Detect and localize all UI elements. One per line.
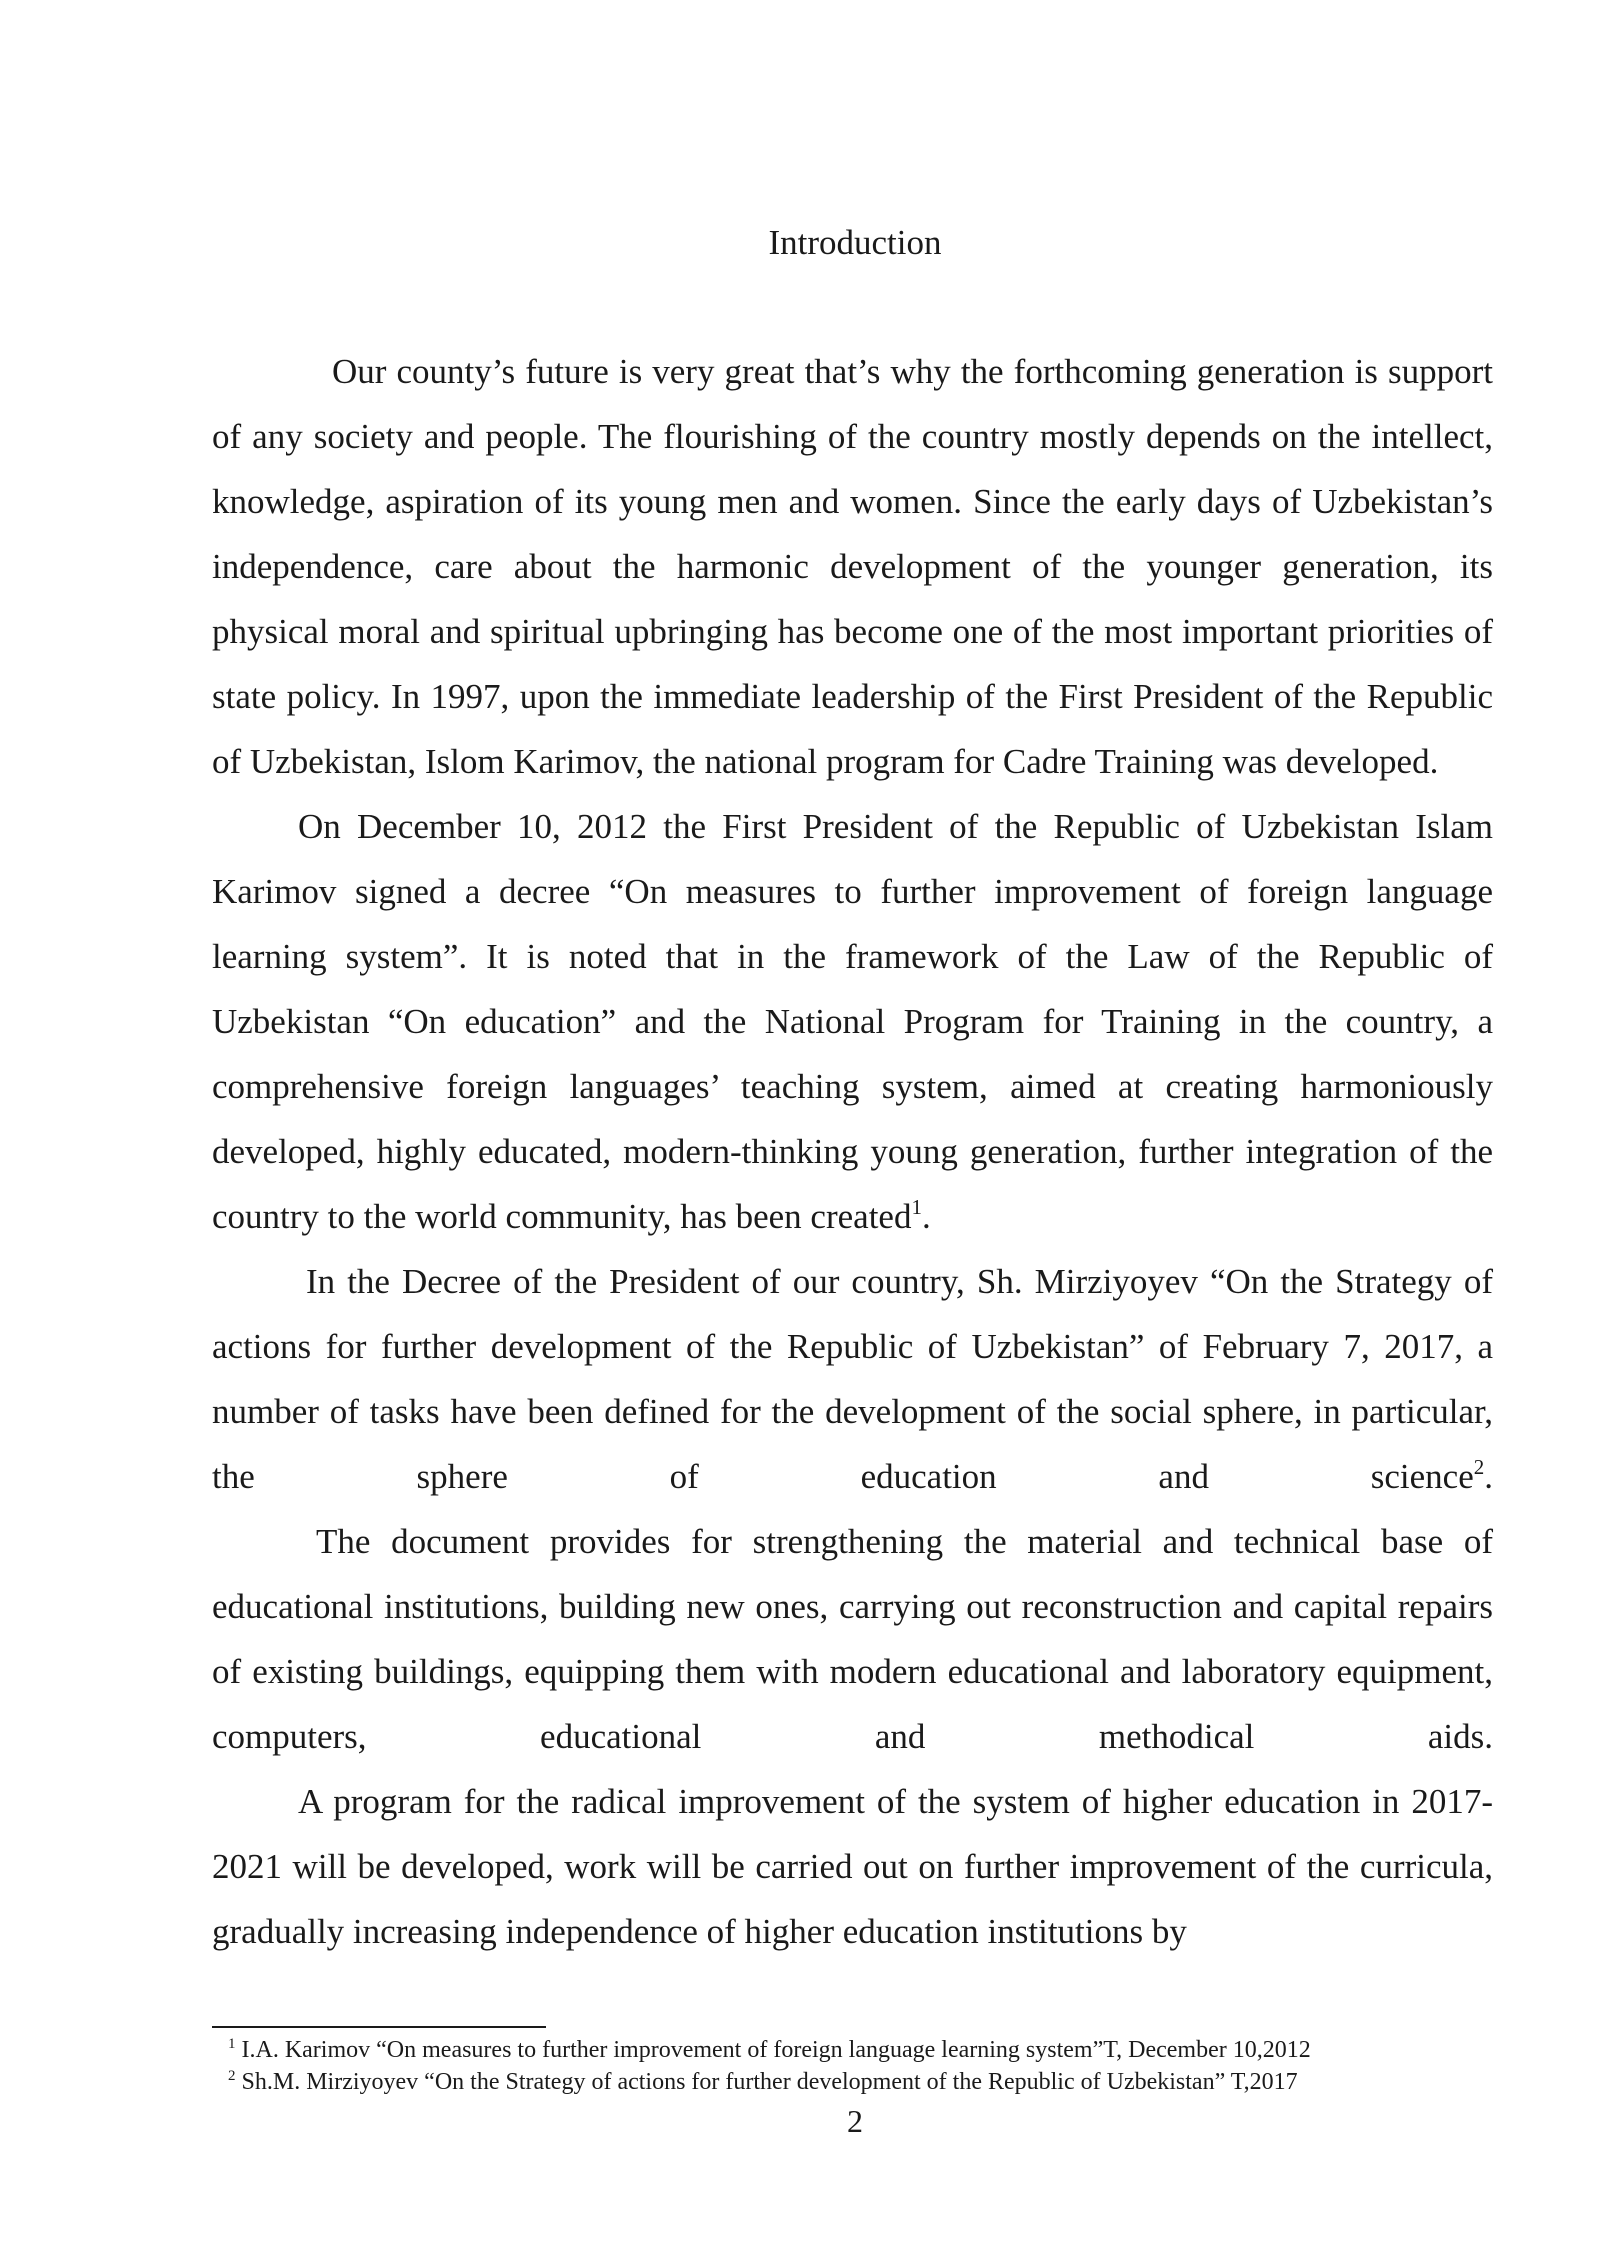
paragraph-3	[212, 1249, 1493, 1509]
paragraph-3-end: .	[1484, 1457, 1493, 1496]
footnote-1-number: 1	[228, 2036, 236, 2052]
footnote-1	[228, 2034, 1528, 2066]
paragraph-4	[212, 1509, 1493, 1769]
paragraph-2-end: .	[921, 1197, 931, 1236]
paragraph-1	[212, 339, 1493, 794]
footnote-ref-1[interactable]: 1	[911, 1195, 922, 1219]
footnote-1-text: I.A. Karimov “On measures to further improvement of foreign language learning system”T, December 10,2012	[241, 2037, 1311, 2063]
body-text	[212, 339, 1493, 1964]
footnotes	[228, 2034, 1528, 2098]
footnote-2	[228, 2066, 1528, 2098]
paragraph-4-text: The document provides for strengthening the material and technical base of educational institutions, building new ones, carrying out reconstruction and capital repairs of existing buildings, equipping them with modern educational and laboratory equipment, computers, educational and methodical aids.	[212, 1522, 1493, 1756]
paragraph-3-text: In the Decree of the President of our country, Sh. Mirziyoyev “On the Strategy of actions for further development of the Republic of Uzbekistan” of February 7, 2017, a number of tasks have been defined for the development of the social sphere, in particular, the sphere of education and science	[212, 1262, 1493, 1496]
page-number: 2	[847, 2103, 863, 2139]
footnote-separator	[212, 2026, 546, 2028]
paragraph-5	[212, 1769, 1493, 1964]
paragraph-2	[212, 794, 1493, 1249]
paragraph-2-text: On December 10, 2012 the First President of the Republic of Uzbekistan Islam Karimov signed a decree “On measures to further improvement of foreign language learning system”. It is noted that in the framework of the Law of the Republic of Uzbekistan “On education” and the National Program for Training in the country, a comprehensive foreign languages’ teaching system, aimed at creating harmoniously developed, highly educated, modern-thinking young generation, further integration of the country to the world community, has been created	[212, 807, 1493, 1236]
footnote-2-number: 2	[228, 2068, 236, 2084]
footnote-ref-2[interactable]: 2	[1473, 1455, 1485, 1479]
page-title: Introduction	[768, 223, 942, 262]
paragraph-1-text: Our county’s future is very great that’s why the forthcoming generation is support of any society and people. The flourishing of the country mostly depends on the intellect, knowledge, aspiration of its young men and women. Since the early days of Uzbekistan’s independence, care about the harmonic development of the younger generation, its physical moral and spiritual upbringing has become one of the most important priorities of state policy. In 1997, upon the immediate leadership of the First President of the Republic of Uzbekistan, Islom Karimov, the national program for Cadre Training was developed.	[212, 352, 1493, 781]
paragraph-5-text: A program for the radical improvement of the system of higher education in 2017-2021 will be developed, work will be carried out on further improvement of the curricula, gradually increasing independence of higher education institutions by	[212, 1782, 1493, 1951]
footnote-2-text: Sh.M. Mirziyoyev “On the Strategy of actions for further development of the Republic of Uzbekistan” T,2017	[241, 2069, 1298, 2095]
